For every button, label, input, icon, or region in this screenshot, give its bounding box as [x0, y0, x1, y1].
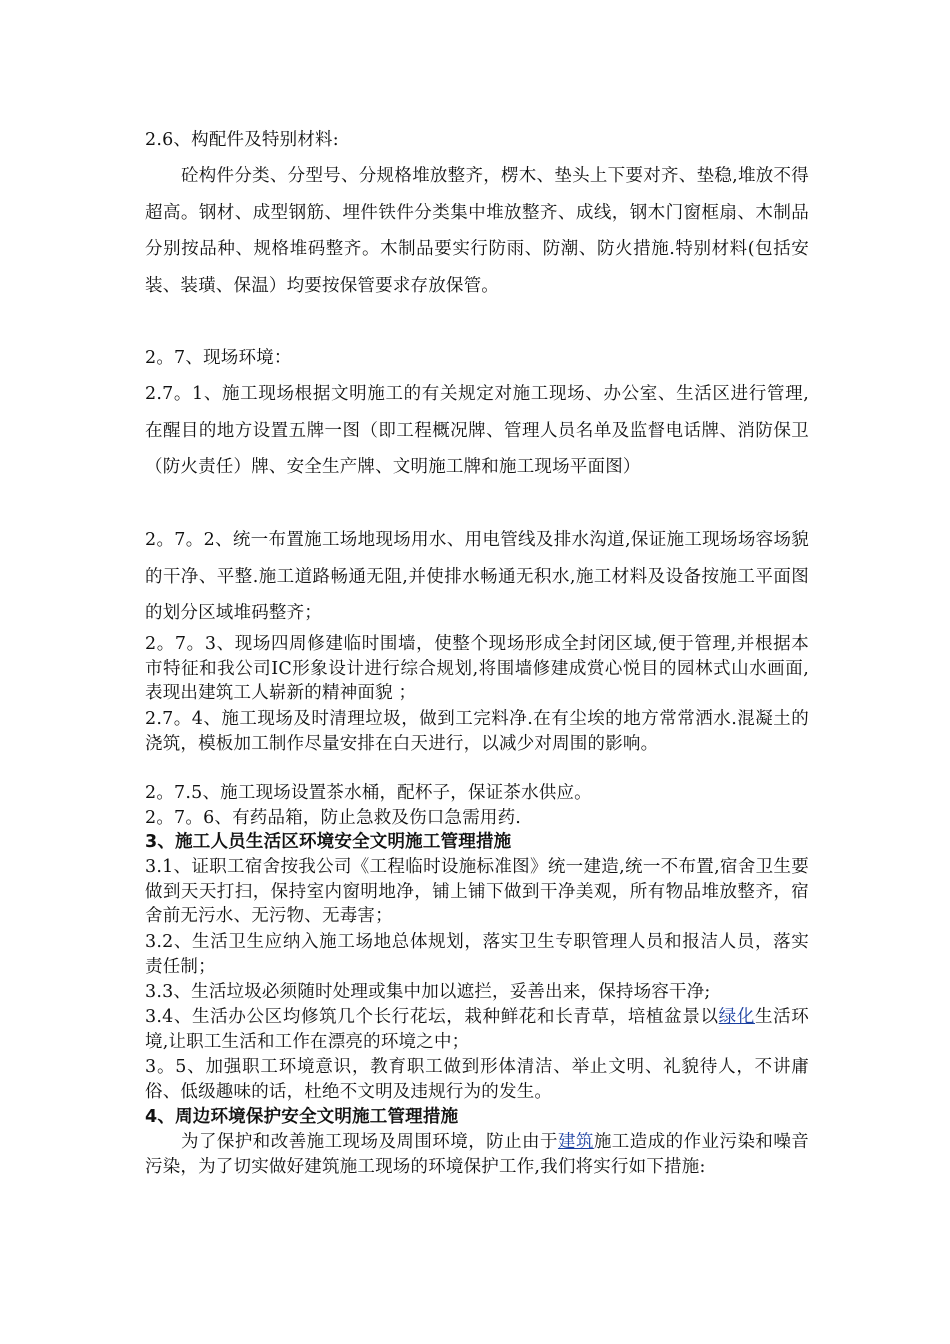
section-3-1: 3.1、证职工宿舍按我公司《工程临时设施标准图》统一建造,统一不布置,宿舍卫生要做到天天打扫，保持室内窗明地净，铺上铺下做到干净美观，所有物品堆放整齐，宿舍前无污水、无污物、无毒害； — [145, 857, 809, 926]
section-4-intro-text-a: 为了保护和改善施工现场及周围环境，防止由于 — [181, 1132, 558, 1152]
section-2-7-5: 2。7.5、施工现场设置茶水桶，配杯子，保证茶水供应。 — [145, 783, 592, 803]
section-4-intro-text-b: 施工造成的作业污染和噪音污染，为了切实做好建筑施工现场的环境保护工作,我们将实行如下措施: — [145, 1132, 810, 1177]
section-2-7-1: 2.7。1、施工现场根据文明施工的有关规定对施工现场、办公室、生活区进行管理,在醒目的地方设置五牌一图（即工程概况牌、管理人员名单及监督电话牌、消防保卫（防火责任）牌、安全生产牌、文明施工牌和施工现场平面图） — [145, 384, 809, 477]
section-2-7-3: 2。7。3、现场四周修建临时围墙，使整个现场形成全封闭区域,便于管理,并根据本市特征和我公司IC形象设计进行综合规划,将围墙修建成赏心悦目的园林式山水画面,表现出建筑工人崭新的精神面貌 ； — [145, 634, 809, 703]
section-3-4-text-a: 3.4、生活办公区均修筑几个长行花坛，栽种鲜花和长青草，培植盆景以 — [145, 1007, 719, 1027]
section-3-3: 3.3、生活垃圾必须随时处理或集中加以遮拦，妥善出来，保持场容干净; — [145, 982, 711, 1002]
section-2-7-2: 2。7。2、统一布置施工场地现场用水、用电管线及排水沟道,保证施工现场场容场貌的干净、平整.施工道路畅通无阻,并使排水畅通无积水,施工材料及设备按施工平面图的划分区域堆码整齐； — [145, 530, 809, 623]
section-4-heading: 4、周边环境保护安全文明施工管理措施 — [145, 1107, 459, 1127]
section-2-7-4: 2.7。4、施工现场及时清理垃圾，做到工完料净.在有尘埃的地方常常洒水.混凝土的浇筑，模板加工制作尽量安排在白天进行，以减少对周围的影响。 — [145, 709, 809, 754]
section-3-5: 3。5、加强职工环境意识，教育职工做到形体清洁、举止文明、礼貌待人，不讲庸俗、低级趣味的话，杜绝不文明及违规行为的发生。 — [145, 1057, 809, 1102]
section-2-7-heading: 2。7、现场环境： — [145, 348, 292, 368]
section-3-2: 3.2、生活卫生应纳入施工场地总体规划，落实卫生专职管理人员和报洁人员，落实责任制； — [145, 932, 809, 977]
section-4-intro — [145, 1130, 809, 1179]
section-2-7-6: 2。7。6、有药品箱，防止急救及伤口急需用药. — [145, 808, 522, 828]
greening-link[interactable]: 绿化 — [718, 1007, 755, 1027]
section-3-heading: 3、施工人员生活区环境安全文明施工管理措施 — [145, 832, 512, 852]
construction-link[interactable]: 建筑 — [557, 1132, 594, 1152]
section-2-6-body: 砼构件分类、分型号、分规格堆放整齐，楞木、垫头上下要对齐、垫稳,堆放不得超高。钢材、成型钢筋、埋件铁件分类集中堆放整齐、成线，钢木门窗框扇、木制品分别按品种、规格堆码整齐。木制品要实行防雨、防潮、防火措施.特别材料(包括安装、装璜、保温）均要按保管要求存放保管。 — [145, 166, 809, 296]
section-3-4-text-b: 生活环境,让职工生活和工作在漂亮的环境之中； — [145, 1007, 810, 1052]
section-3-4 — [145, 1005, 809, 1054]
section-2-6-heading: 2.6、构配件及特别材料: — [145, 130, 339, 150]
